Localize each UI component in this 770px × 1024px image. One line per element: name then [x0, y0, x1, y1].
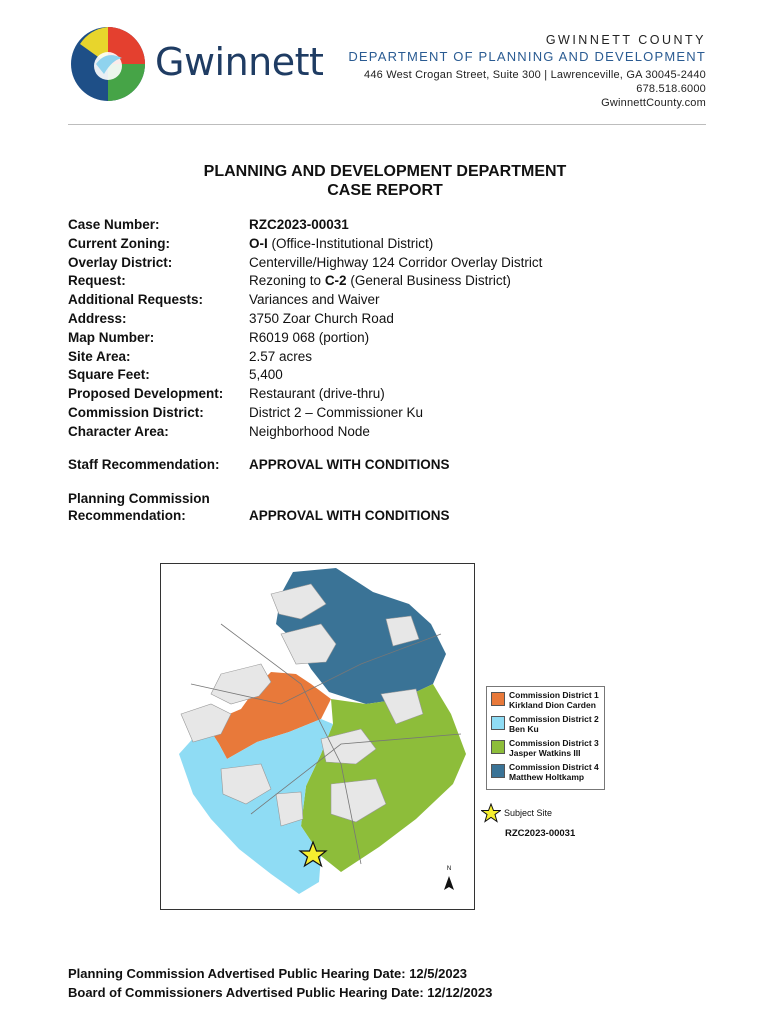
field-row — [68, 405, 542, 424]
field-row — [68, 311, 542, 330]
field-label: Square Feet: — [68, 367, 150, 383]
zoning-code: O-I — [249, 235, 268, 251]
request-prefix: Rezoning to — [249, 273, 325, 289]
gwinnett-logo-icon — [70, 24, 150, 104]
field-label: Overlay District: — [68, 254, 173, 270]
field-label: Case Number: — [68, 217, 160, 232]
north-arrow-icon — [444, 876, 454, 890]
field-label: Proposed Development: — [68, 386, 224, 402]
legend-sublabel: Kirkland Dion Carden — [509, 700, 596, 710]
legend-sublabel: Matthew Holtkamp — [509, 772, 585, 782]
board-hearing-date: Board of Commissioners Advertised Public Hearing Date: 12/12/2023 — [68, 985, 493, 1000]
field-value: Neighborhood Node — [249, 423, 370, 439]
report-subtitle: CASE REPORT — [327, 182, 443, 199]
report-title: PLANNING AND DEVELOPMENT DEPARTMENT — [203, 163, 567, 180]
field-row — [68, 217, 542, 236]
legend-label: Commission District 3 — [509, 738, 599, 748]
request-zoning-code: C-2 — [324, 273, 347, 289]
field-row — [68, 386, 542, 405]
field-label: Character Area: — [68, 423, 169, 439]
field-value — [249, 236, 433, 255]
legend-label: Commission District 2 — [509, 714, 599, 724]
request-description: (General Business District) — [346, 273, 511, 289]
field-label: Additional Requests: — [68, 292, 204, 308]
legend-swatch — [491, 740, 505, 754]
field-row — [68, 424, 542, 443]
legend-item — [491, 762, 599, 782]
subject-site-legend — [481, 803, 552, 823]
field-label: Address: — [68, 310, 127, 326]
legend-label: Commission District 1 — [509, 690, 599, 700]
north-label: N — [446, 866, 452, 872]
zoning-description: (Office-Institutional District) — [267, 235, 434, 251]
map-legend — [486, 686, 605, 790]
legend-swatch — [491, 692, 505, 706]
field-row — [68, 349, 542, 368]
field-row — [68, 255, 542, 274]
legend-item — [491, 690, 599, 710]
field-value: Centerville/Highway 124 Corridor Overlay District — [249, 254, 543, 270]
staff-recommendation-label: Staff Recommendation: — [68, 457, 220, 472]
field-value: R6019 068 (portion) — [249, 329, 370, 345]
staff-recommendation — [68, 457, 450, 472]
county-name: GWINNETT COUNTY — [545, 33, 706, 47]
department-website: GwinnettCounty.com — [601, 97, 706, 109]
planning-recommendation-value: APPROVAL WITH CONDITIONS — [249, 508, 450, 523]
district-map-graphic — [161, 564, 474, 909]
subject-site-legend-star-icon — [481, 803, 501, 823]
field-label: Current Zoning: — [68, 235, 170, 251]
field-value: Variances and Waiver — [249, 292, 380, 308]
field-label: Site Area: — [68, 348, 131, 364]
field-row — [68, 330, 542, 349]
header-divider — [68, 124, 706, 125]
field-label: Map Number: — [68, 329, 155, 345]
field-label: Commission District: — [68, 404, 204, 420]
legend-item — [491, 714, 599, 734]
planning-recommendation-label-line1: Planning Commission — [68, 491, 210, 506]
field-value: 3750 Zoar Church Road — [249, 310, 394, 326]
legend-item — [491, 738, 599, 758]
map-case-label: RZC2023-00031 — [505, 828, 576, 839]
field-value: District 2 – Commissioner Ku — [249, 404, 424, 420]
field-row — [68, 367, 542, 386]
legend-label: Commission District 4 — [509, 762, 599, 772]
department-name: DEPARTMENT OF PLANNING AND DEVELOPMENT — [348, 49, 706, 64]
department-phone: 678.518.6000 — [636, 83, 706, 95]
department-address: 446 West Crogan Street, Suite 300 | Lawrenceville, GA 30045-2440 — [364, 69, 706, 81]
staff-recommendation-value: APPROVAL WITH CONDITIONS — [249, 457, 450, 472]
field-value: 2.57 acres — [249, 348, 313, 364]
legend-swatch — [491, 764, 505, 778]
case-fields — [68, 217, 542, 443]
planning-hearing-date: Planning Commission Advertised Public Hearing Date: 12/5/2023 — [68, 966, 468, 981]
district-map — [160, 563, 475, 910]
subject-site-label: Subject Site — [504, 808, 553, 818]
legend-sublabel: Jasper Watkins III — [509, 748, 581, 758]
planning-recommendation-label-line2: Recommendation: — [68, 508, 186, 523]
planning-recommendation — [68, 491, 450, 523]
logo-wordmark: Gwinnett — [155, 40, 324, 84]
department-header — [348, 33, 706, 109]
field-row — [68, 273, 542, 292]
field-value: RZC2023-00031 — [249, 217, 349, 232]
field-label: Request: — [68, 273, 126, 289]
field-value: 5,400 — [249, 367, 283, 383]
legend-sublabel: Ben Ku — [509, 724, 539, 734]
field-value: Restaurant (drive-thru) — [249, 386, 385, 402]
field-row — [68, 236, 542, 255]
legend-swatch — [491, 716, 505, 730]
field-row — [68, 292, 542, 311]
field-value — [249, 273, 511, 292]
